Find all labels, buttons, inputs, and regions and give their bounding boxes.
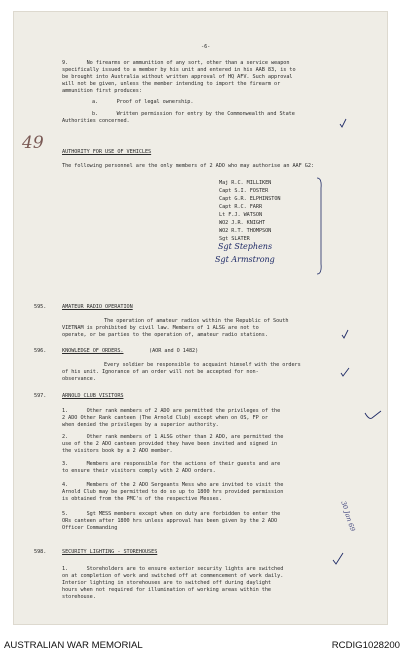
archive-footer bbox=[0, 636, 404, 654]
archive-name: AUSTRALIAN WAR MEMORIAL bbox=[4, 640, 143, 651]
section-heading: ARNOLD CLUB VISITORS bbox=[62, 393, 124, 399]
personnel-entry: Capt G.R. ELPHINSTON bbox=[219, 196, 281, 202]
personnel-entry: Sgt SLATER bbox=[219, 236, 250, 242]
para-line: is obtained from the PMC's of the respective Messes. bbox=[62, 496, 222, 502]
tick-mark-icon bbox=[339, 118, 347, 128]
section-number: 596. bbox=[34, 348, 47, 354]
section-number: 595. bbox=[34, 304, 47, 310]
section-body-line: on at completion of work and switched off at commencement of work daily. bbox=[62, 573, 284, 579]
document-page bbox=[14, 12, 387, 624]
handwritten-number: 49 bbox=[22, 133, 44, 153]
para-line: 4. Members of the 2 ADO Sergeants Mess who are invited to visit the bbox=[62, 482, 284, 488]
para9-item-b-cont: Authorities concerned. bbox=[62, 118, 130, 124]
section-body-line: VIETNAM is prohibited by civil law. Members of 1 ALSG are not to bbox=[62, 325, 259, 331]
personnel-entry: Capt R.C. FARR bbox=[219, 204, 263, 210]
handwritten-margin-note: 30 Jan 69 bbox=[339, 500, 357, 533]
para-line: Officer Commanding bbox=[62, 525, 118, 531]
section-body-line: 1. Storeholders are to ensure exterior security lights are switched bbox=[62, 566, 284, 572]
tick-mark-icon bbox=[364, 410, 382, 420]
page-number: -6- bbox=[201, 44, 211, 50]
para-line: 2 ADO Other Rank canteen (The Arnold Club) except when on OS, FP or bbox=[62, 415, 268, 421]
para9-line: specifically issued to a member by his unit and entered in his AAB 83, is to bbox=[62, 67, 296, 73]
para-line: the visitors book by a 2 ADO member. bbox=[62, 448, 173, 454]
section-reference: (AOR and O 1482) bbox=[149, 348, 199, 354]
section-body-line: operate, or be parties to the operation of, amateur radio stations. bbox=[62, 332, 268, 338]
personnel-entry: WO2 J.R. KNIGHT bbox=[219, 220, 266, 226]
section-body-line: storehouse. bbox=[62, 594, 96, 600]
section-body-line: Every soldier be responsible to acquaint himself with the orders bbox=[104, 362, 301, 368]
handwritten-personnel-entry: Sgt Stephens bbox=[218, 242, 273, 251]
vehicles-heading: AUTHORITY FOR USE OF VEHICLES bbox=[62, 149, 152, 155]
tick-mark-icon bbox=[332, 552, 344, 566]
para-line: to ensure their visitors comply with 2 ADO orders. bbox=[62, 468, 216, 474]
para-line: 2. Other rank members of 1 ALSG other than 2 ADO, are permitted the bbox=[62, 434, 284, 440]
para9-line: ammunition first produces: bbox=[62, 88, 142, 94]
section-heading: KNOWLEDGE OF ORDERS. bbox=[62, 348, 124, 354]
para9-line: be brought into Australia without written approval of HQ AFV. Such approval bbox=[62, 74, 293, 80]
tick-mark-icon bbox=[340, 367, 350, 377]
bracket-icon bbox=[316, 176, 324, 276]
para9-item-b: b. Written permission for entry by the Commonwealth and State bbox=[92, 111, 295, 117]
para9-item-a: a. Proof of legal ownership. bbox=[92, 99, 194, 105]
section-body-line: Interior lighting in storehouses are to switched off during daylight bbox=[62, 580, 271, 586]
vehicles-intro: The following personnel are the only members of 2 ADO who may authorise an AAF G2: bbox=[62, 163, 314, 169]
para-line: when denied the privileges by a superior authority. bbox=[62, 422, 219, 428]
section-number: 598. bbox=[34, 549, 47, 555]
personnel-entry: Capt S.I. FOSTER bbox=[219, 188, 269, 194]
section-heading: SECURITY LIGHTING - STOREHOUSES bbox=[62, 549, 158, 555]
para-line: ORs canteen after 1800 hrs unless approval has been given by the 2 ADO bbox=[62, 518, 278, 524]
section-body-line: hours when not required for illumination of working areas within the bbox=[62, 587, 271, 593]
personnel-entry: WO2 R.T. THOMPSON bbox=[219, 228, 272, 234]
para-line: Arnold Club may be permitted to do so up to 1800 hrs provided permission bbox=[62, 489, 284, 495]
para-line: use of the 2 ADO canteen provided they have been invited and signed in bbox=[62, 441, 278, 447]
para-line: 3. Members are responsible for the actions of their guests and are bbox=[62, 461, 281, 467]
archive-id: RCDIG1028200 bbox=[331, 640, 400, 651]
section-number: 597. bbox=[34, 393, 47, 399]
para-line: 1. Other rank members of 2 ADO are permitted the privileges of the bbox=[62, 408, 281, 414]
handwritten-personnel-entry: Sgt Armstrong bbox=[215, 255, 275, 264]
tick-mark-icon bbox=[341, 329, 349, 339]
section-body-line: The operation of amateur radios within the Republic of South bbox=[104, 318, 289, 324]
para9-line: will not be given, unless the member intending to import the firearm or bbox=[62, 81, 281, 87]
section-body-line: observance. bbox=[62, 376, 96, 382]
personnel-entry: Maj R.C. MILLIKEN bbox=[219, 180, 272, 186]
para9-line: 9. No firearms or ammunition of any sort, other than a service weapon bbox=[62, 60, 290, 66]
personnel-entry: Lt F.J. WATSON bbox=[219, 212, 263, 218]
section-heading: AMATEUR RADIO OPERATION bbox=[62, 304, 133, 310]
para-line: 5. Sgt MESS members except when on duty are forbidden to enter the bbox=[62, 511, 281, 517]
section-body-line: of his unit. Ignorance of an order will not be accepted for non- bbox=[62, 369, 259, 375]
